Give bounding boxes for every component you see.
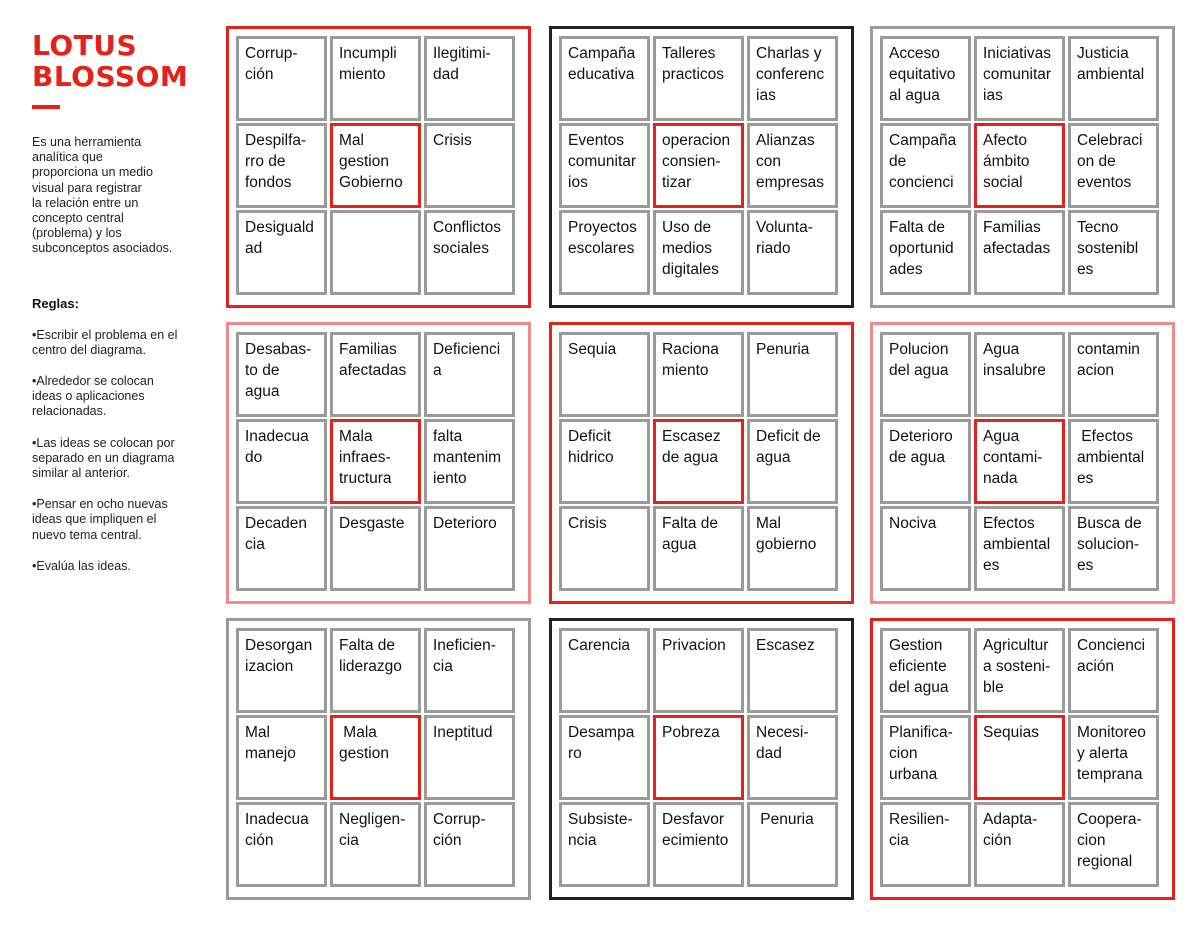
idea-cell: Crisis [424, 123, 515, 208]
idea-cell: Desiguald ad [236, 210, 327, 295]
idea-cell: Mal manejo [236, 715, 327, 800]
center-concept-cell: Sequias [974, 715, 1065, 800]
center-concept-cell: Afecto ámbito social [974, 123, 1065, 208]
idea-cell: Acceso equitativo al agua [880, 36, 971, 121]
lotus-block-3 [870, 26, 1175, 308]
idea-cell: Despilfa- rro de fondos [236, 123, 327, 208]
idea-cell: Uso de medios digitales [653, 210, 744, 295]
description-text: Es una herramienta analítica que proporciona un medio visual para registrar la relación entre un concepto central (problema) y los subconceptos asociados. [32, 135, 173, 256]
idea-cell: Familias afectadas [330, 332, 421, 417]
idea-cell: Efectos ambiental es [1068, 419, 1159, 504]
idea-cell: Penuria [747, 332, 838, 417]
idea-cell: Familias afectadas [974, 210, 1065, 295]
rule-item: •Alrededor se colocan ideas o aplicaciones relacionadas. [32, 374, 154, 419]
center-concept-cell: Agua contami- nada [974, 419, 1065, 504]
rule-item: •Evalúa las ideas. [32, 558, 131, 573]
idea-cell: falta mantenim iento [424, 419, 515, 504]
idea-cell: Deficit de agua [747, 419, 838, 504]
idea-cell: Efectos ambiental es [974, 506, 1065, 591]
idea-cell: Charlas y conferenc ias [747, 36, 838, 121]
idea-cell: Alianzas con empresas [747, 123, 838, 208]
idea-cell: Conflictos sociales [424, 210, 515, 295]
idea-cell: Falta de oportunid ades [880, 210, 971, 295]
idea-cell: Deterioro de agua [880, 419, 971, 504]
center-concept-cell: Pobreza [653, 715, 744, 800]
lotus-block-4 [226, 322, 531, 604]
idea-cell: Ineptitud [424, 715, 515, 800]
idea-cell: Falta de liderazgo [330, 628, 421, 713]
idea-cell: Ineficien- cia [424, 628, 515, 713]
idea-cell: Justicia ambiental [1068, 36, 1159, 121]
idea-cell: Sequia [559, 332, 650, 417]
idea-cell: Desfavor ecimiento [653, 802, 744, 887]
idea-cell: Escasez [747, 628, 838, 713]
idea-cell: Coopera- cion regional [1068, 802, 1159, 887]
sidebar [32, 30, 202, 590]
idea-cell: Proyectos escolares [559, 210, 650, 295]
rule-item: •Pensar en ocho nuevas ideas que impliquen el nuevo tema central. [32, 497, 168, 542]
center-concept-cell: Escasez de agua [653, 419, 744, 504]
center-concept-cell: Mal gestion Gobierno [330, 123, 421, 208]
lotus-block-7 [226, 618, 531, 900]
idea-cell: Talleres practicos [653, 36, 744, 121]
idea-cell: Deterioro [424, 506, 515, 591]
title-accent-bar [32, 105, 60, 109]
idea-cell: Concienci ación [1068, 628, 1159, 713]
idea-cell: Iniciativas comunitar ias [974, 36, 1065, 121]
idea-cell: Desorgan izacion [236, 628, 327, 713]
center-concept-cell: Mala infraes- tructura [330, 419, 421, 504]
idea-cell: Eventos comunitar ios [559, 123, 650, 208]
idea-cell: Mal gobierno [747, 506, 838, 591]
idea-cell: Decaden cia [236, 506, 327, 591]
page-title [32, 30, 202, 92]
idea-cell: Deficit hidrico [559, 419, 650, 504]
idea-cell: Gestion eficiente del agua [880, 628, 971, 713]
rule-item: •Escribir el problema en el centro del diagrama. [32, 327, 178, 357]
idea-cell: Falta de agua [653, 506, 744, 591]
idea-cell: Agua insalubre [974, 332, 1065, 417]
idea-cell: Celebraci on de eventos [1068, 123, 1159, 208]
idea-cell: Ilegitimi- dad [424, 36, 515, 121]
center-concept-cell: Mala gestion [330, 715, 421, 800]
idea-cell: Resilien- cia [880, 802, 971, 887]
idea-cell: Tecno sostenibl es [1068, 210, 1159, 295]
rules-heading: Reglas: [32, 295, 79, 311]
idea-cell: Deficienci a [424, 332, 515, 417]
lotus-block-5 [549, 322, 854, 604]
lotus-block-2 [549, 26, 854, 308]
idea-cell: Nociva [880, 506, 971, 591]
center-concept-cell: operacion consien- tizar [653, 123, 744, 208]
idea-cell: Penuria [747, 802, 838, 887]
idea-cell: Polucion del agua [880, 332, 971, 417]
idea-cell: Desampa ro [559, 715, 650, 800]
idea-cell: Inadecua ción [236, 802, 327, 887]
lotus-block-8 [549, 618, 854, 900]
idea-cell: Desabas- to de agua [236, 332, 327, 417]
idea-cell: Negligen- cia [330, 802, 421, 887]
idea-cell: Desgaste [330, 506, 421, 591]
title-text: LOTUS BLOSSOM [32, 29, 189, 93]
rule-item: •Las ideas se colocan por separado en un diagrama similar al anterior. [32, 435, 175, 481]
idea-cell: Corrup- ción [424, 802, 515, 887]
idea-cell: Crisis [559, 506, 650, 591]
idea-cell: Campaña de concienci [880, 123, 971, 208]
idea-cell: Corrup- ción [236, 36, 327, 121]
lotus-block-9 [870, 618, 1175, 900]
idea-cell: Volunta- riado [747, 210, 838, 295]
lotus-block-6 [870, 322, 1175, 604]
idea-cell: Privacion [653, 628, 744, 713]
idea-cell: Busca de solucion- es [1068, 506, 1159, 591]
idea-cell: Subsiste- ncia [559, 802, 650, 887]
idea-cell: contamin acion [1068, 332, 1159, 417]
idea-cell [330, 210, 421, 295]
idea-cell: Planifica- cion urbana [880, 715, 971, 800]
idea-cell: Campaña educativa [559, 36, 650, 121]
idea-cell: Necesi- dad [747, 715, 838, 800]
idea-cell: Incumpli miento [330, 36, 421, 121]
idea-cell: Adapta- ción [974, 802, 1065, 887]
idea-cell: Carencia [559, 628, 650, 713]
idea-cell: Inadecua do [236, 419, 327, 504]
lotus-block-1 [226, 26, 531, 308]
idea-cell: Agricultur a sosteni- ble [974, 628, 1065, 713]
idea-cell: Monitoreo y alerta temprana [1068, 715, 1159, 800]
idea-cell: Raciona miento [653, 332, 744, 417]
